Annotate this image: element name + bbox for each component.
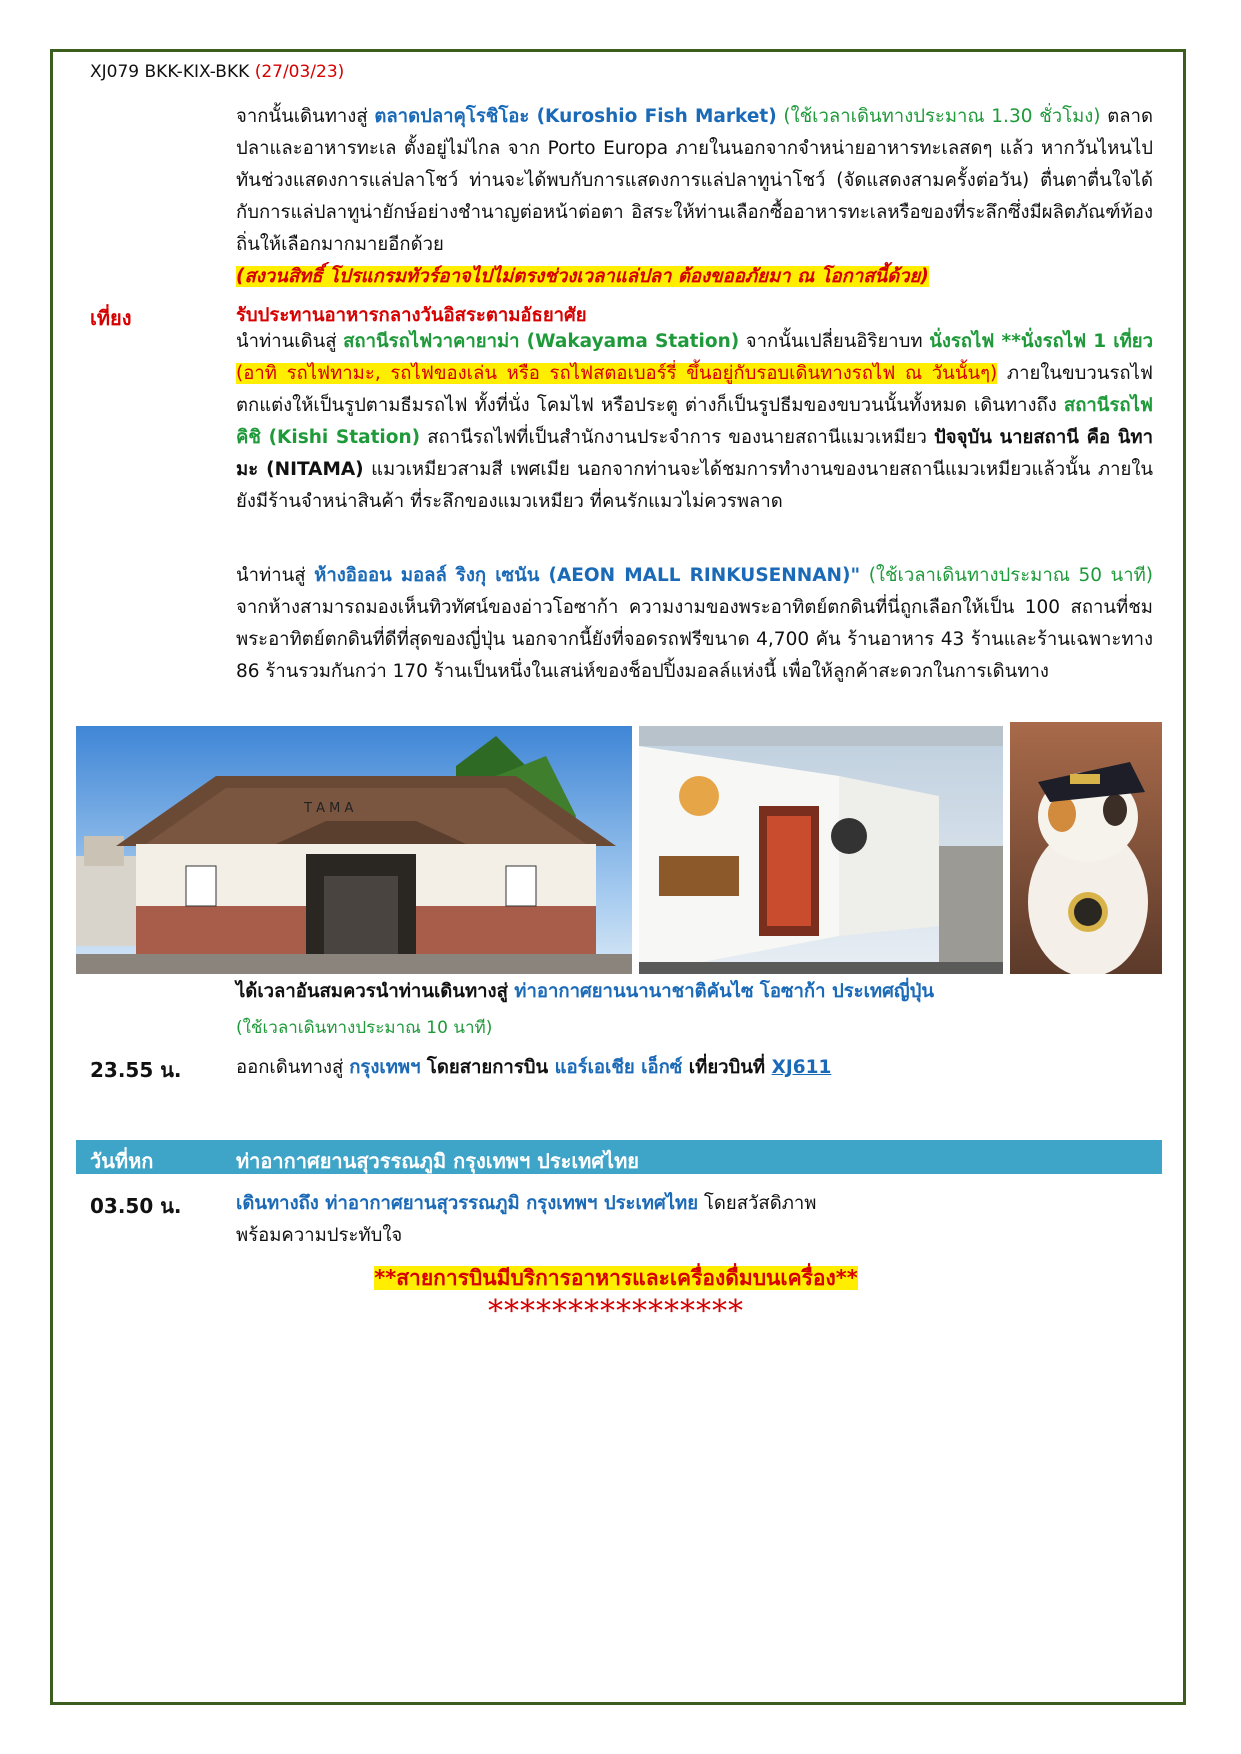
kishi-station-photo (76, 726, 632, 974)
arrival-info (236, 1188, 1136, 1252)
station-sign: T A M A (304, 801, 354, 816)
stars-divider: **************** (488, 1294, 744, 1329)
disclaimer-note: (สงวนสิทธิ์ โปรแกรมทัวร์อาจไปไม่ตรงช่วงเวลาแล่ปลา ต้องขออภัยมา ณ โอกาสนี้ด้วย) (236, 266, 929, 287)
flight-info (236, 1052, 1153, 1084)
text-segment: พร้อมความประทับใจ (236, 1225, 403, 1246)
station-master-name: ปัจจุบัน นายสถานี คือ นิทามะ (NITAMA) (236, 427, 1153, 480)
airport-transfer (236, 976, 1153, 1008)
tama-train-photo (639, 726, 1003, 974)
kansai-airport: ท่าอากาศยานนานาชาติคันไซ โอซาก้า ประเทศญี่ปุ่น (514, 981, 934, 1002)
day-title: ท่าอากาศยานสุวรรณภูมิ กรุงเทพฯ ประเทศไทย (236, 1149, 639, 1173)
day-label: วันที่หก (90, 1149, 154, 1173)
tour-code: XJ079 BKK-KIX-BKK (90, 62, 250, 82)
text-segment: นำท่านสู่ (236, 565, 315, 586)
travel-time: (ใช้เวลาเดินทางประมาณ 50 นาที) (860, 565, 1154, 586)
text-segment: ตลาดปลาและอาหารทะเล ตั้งอยู่ไม่ไกล จาก Porto Europa ภายในนอกจากจำหน่ายอาหารทะเลสดๆ แล้ว หากวันไหนไปทันช่วงแสดงการแล่ปลาโชว์ ท่านจะได้พบกับการแสดงการแล่ปลาทูน่าโชว์ (จัดแสดงสามครั้งต่อวัน) ตื่นตาตื่นใจได้กับการแล่ปลาทูน่ายักษ์อย่างชำนาญต่อหน้าต่อตา อิสระให้ท่านเลือกซื้ออาหารทะเลหรือของที่ระลึกซึ่งมีผลิตภัณฑ์ท้องถิ่นให้เลือกมากมายอีกด้วย (236, 106, 1153, 255)
text-segment: โดยสวัสดิภาพ (698, 1193, 817, 1214)
airport-travel-time: (ใช้เวลาเดินทางประมาณ 10 นาที) (236, 1018, 493, 1038)
destination-bangkok: กรุงเทพฯ (349, 1057, 421, 1078)
lunch-text: รับประทานอาหารกลางวันอิสระตามอัธยาศัย (236, 305, 587, 326)
text-segment: สถานีรถไฟที่เป็นสำนักงานประจำการ ของนายสถานีแมวเหมียว (420, 427, 935, 448)
lunch-label: เที่ยง (90, 306, 132, 330)
cat-illustration (1010, 722, 1162, 974)
wakayama-station: สถานีรถไฟวาคายาม่า (Wakayama Station) (343, 331, 740, 352)
kishi-station: สถานีรถไฟคิชิ (Kishi Station) (236, 395, 1153, 448)
train-illustration (639, 726, 1003, 974)
text-segment: จากห้างสามารถมองเห็นทิวทัศน์ของอ่าวโอซาก้า ความงามของพระอาทิตย์ตกดินที่นี่ถูกเลือกให้เป็น 100 สถานที่ชมพระอาทิตย์ตกดินที่ดีที่สุดของญี่ปุ่น นอกจากนี้ยังที่จอดรถฟรีขนาด 4,700 คัน ร้านอาหาร 43 ร้านและร้านเฉพาะทาง 86 ร้านรวมกันกว่า 170 ร้านเป็นหนึ่งในเสน่ห์ของช็อปปิ้งมอลล์แห่งนี้ เพื่อให้ลูกค้าสะดวกในการเดินทาง (236, 597, 1153, 682)
station-illustration (76, 726, 632, 974)
text-segment: ได้เวลาอันสมควรนำท่านเดินทางสู่ (236, 981, 515, 1002)
train-options-note: (อาทิ รถไฟทามะ, รถไฟของเล่น หรือ รถไฟสตอเบอร์รี่ ขึ้นอยู่กับรอบเดินทางรถไฟ ณ วันนั้นๆ) (236, 363, 998, 384)
flight-number-link[interactable]: XJ611 (771, 1057, 832, 1078)
text-segment: เที่ยวบินที่ (682, 1057, 772, 1078)
cat-station-master-photo (1010, 722, 1162, 974)
wakayama-paragraph (236, 326, 1153, 518)
text-segment: นำท่านเดินสู่ (236, 331, 344, 352)
arrival-time: 03.50 น. (90, 1194, 182, 1218)
text-segment: แมวเหมียวสามสี เพศเมีย นอกจากท่านจะได้ชมการทำงานของนายสถานีแมวเหมียวแล้วนั้น ภายในยังมีร้านจำหน่าสินค้า ที่ระลึกของแมวเหมียว ที่คนรักแมวไม่ควรพลาด (236, 459, 1153, 512)
text-segment: จากนั้นเปลี่ยนอิริยาบท (739, 331, 930, 352)
document-header (90, 62, 344, 82)
fish-market-paragraph (236, 101, 1153, 293)
airline-name: แอร์เอเชีย เอ็กซ์ (554, 1057, 683, 1078)
text-segment: จากนั้นเดินทางสู่ (236, 106, 375, 127)
train-ride: นั่งรถไฟ **นั่งรถไฟ 1 เที่ยว (929, 331, 1154, 352)
day-six-header (76, 1140, 1162, 1174)
aeon-mall-name: ห้างอิออน มอลล์ ริงกุ เซนัน (AEON MALL RINKUSENNAN)" (314, 565, 861, 586)
meal-note (236, 1262, 996, 1295)
text-segment: ภายในขบวนรถไฟตกแต่งให้เป็นรูปตามธีมรถไฟ ทั้งที่นั่ง โคมไฟ หรือประตู ต่างก็เป็นรูปธีมของขบวนนั้นทั้งหมด เดินทางถึง (236, 363, 1153, 416)
travel-time: (ใช้เวลาเดินทางประมาณ 1.30 ชั่วโมง) (776, 106, 1101, 127)
fish-market-name: ตลาดปลาคุโรชิโอะ (Kuroshio Fish Market) (374, 106, 777, 127)
aeon-mall-paragraph (236, 560, 1153, 688)
departure-time: 23.55 น. (90, 1058, 182, 1082)
text-segment: โดยสายการบิน (420, 1057, 555, 1078)
tour-date: (27/03/23) (254, 62, 345, 82)
text-segment: ออกเดินทางสู่ (236, 1057, 350, 1078)
meal-note-text: **สายการบินมีบริการอาหารและเครื่องดื่มบนเครื่อง** (374, 1266, 858, 1290)
suvarnabhumi-airport: เดินทางถึง ท่าอากาศยานสุวรรณภูมิ กรุงเทพฯ ประเทศไทย (236, 1193, 699, 1214)
